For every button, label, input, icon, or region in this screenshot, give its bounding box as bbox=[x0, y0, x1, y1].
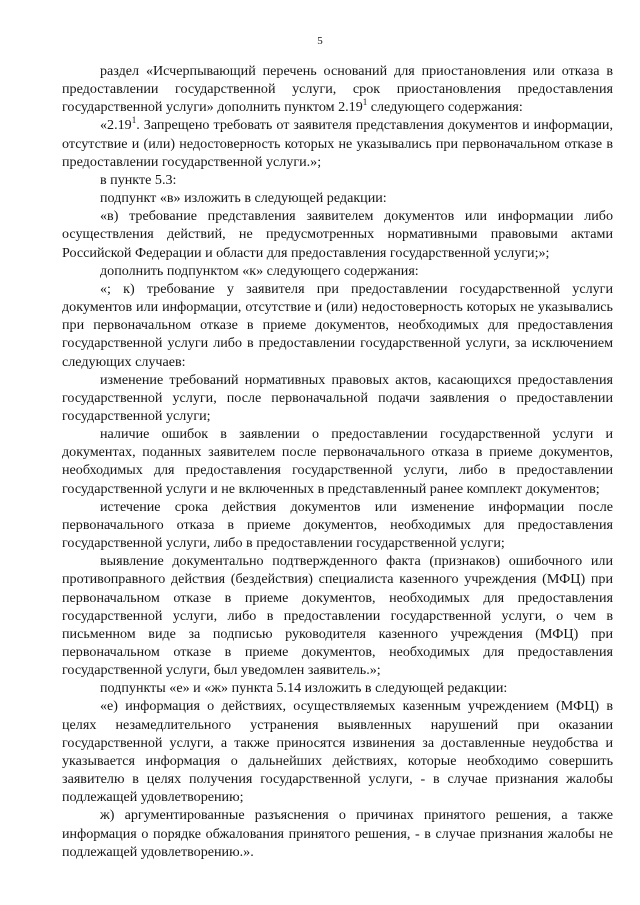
paragraph bbox=[62, 371, 613, 425]
paragraph-text: раздел «Исчерпывающий перечень оснований для приостановления или отказа в предоставлении государственной услуги, срок приостановления предоставления государственной услуги» дополнить пунктом 2.19 bbox=[62, 63, 613, 116]
paragraph-text: подпункт «в» изложить в следующей редакции: bbox=[100, 190, 387, 207]
paragraph bbox=[62, 262, 613, 280]
paragraph bbox=[62, 171, 613, 189]
paragraph-text: «е) информация о действиях, осуществляемых казенным учреждением (МФЦ) в целях незамедлительного устранения выявленных нарушений при оказании государственной услуги, а также приносятся извинения за доставленные неудобства и указывается информация о дальнейших действиях, которые необходимо совершить заявителю в целях получения государственной услуги, - в случае признания жалобы подлежащей удовлетворению; bbox=[62, 698, 613, 806]
superscript: 1 bbox=[362, 96, 368, 107]
paragraph-text: дополнить подпунктом «к» следующего содержания: bbox=[100, 262, 419, 279]
paragraph bbox=[62, 116, 613, 170]
page-number: 5 bbox=[317, 35, 323, 47]
paragraph bbox=[62, 189, 613, 207]
paragraph-text: изменение требований нормативных правовых актов, касающихся предоставления государственной услуги, после первоначальной подачи заявления о предоставлении государственной услуги; bbox=[62, 371, 613, 424]
paragraph-text: «2.19 bbox=[100, 117, 132, 134]
paragraph-text: в пункте 5.3: bbox=[100, 171, 177, 188]
paragraph bbox=[62, 280, 613, 371]
paragraph bbox=[62, 552, 613, 679]
paragraph-text: наличие ошибок в заявлении о предоставлении государственной услуги и документах, поданных заявителем после первоначального отказа в приеме документов, необходимых для предоставления государственной услуги, либо в предоставлении государственной услуги и не включенных в представленный ранее комплект документов; bbox=[62, 426, 613, 497]
paragraph bbox=[62, 425, 613, 498]
paragraph-text: следующего содержания: bbox=[367, 99, 523, 116]
paragraph bbox=[62, 498, 613, 552]
paragraph bbox=[62, 207, 613, 261]
paragraph-text: ж) аргументированные разъяснения о причинах принятого решения, а также информация о порядке обжалования принятого решения, - в случае признания жалобы не подлежащей удовлетворению.». bbox=[62, 807, 613, 860]
superscript: 1 bbox=[131, 114, 137, 125]
paragraph-text: «; к) требование у заявителя при предоставлении государственной услуги документов или информации, отсутствие и (или) недостоверность которых не указывались при первоначальном отказе в приеме документов, необходимых для предоставления государственной услуги либо в предоставлении государственной услуги, за исключением следующих случаев: bbox=[62, 280, 613, 370]
paragraph-text: истечение срока действия документов или изменение информации после первоначального отказа в приеме документов, необходимых для предоставления государственной услуги, либо в предоставлении государственной услуги; bbox=[62, 498, 613, 552]
paragraph-text: подпункты «е» и «ж» пункта 5.14 изложить в следующей редакции: bbox=[100, 680, 508, 697]
paragraph-text: выявление документально подтвержденного факта (признаков) ошибочного или противоправного действия (бездействия) специалиста казенного учреждения (МФЦ) при первоначальном отказе в приеме документов, необходимых для предоставления государственной услуги, либо в предоставлении государственной услуги, о чем в письменном виде за подписью руководителя казенного учреждения (МФЦ) при первоначальном отказе в приеме документов, необходимых для предоставления государственной услуги, был уведомлен заявитель.»; bbox=[62, 553, 613, 679]
paragraph bbox=[62, 806, 613, 860]
document-body bbox=[62, 62, 613, 861]
paragraph bbox=[62, 62, 613, 116]
paragraph bbox=[62, 679, 613, 697]
paragraph bbox=[62, 697, 613, 806]
paragraph-text: . Запрещено требовать от заявителя представления документов и информации, отсутствие и (или) недостоверность которых не указывались при первоначальном отказе в предоставлении государственной услуги.»; bbox=[62, 117, 613, 170]
paragraph-text: «в) требование представления заявителем документов или информации либо осуществления действий, не предусмотренных нормативными правовыми актами Российской Федерации и области для предоставления государственной услуги;»; bbox=[62, 208, 613, 261]
